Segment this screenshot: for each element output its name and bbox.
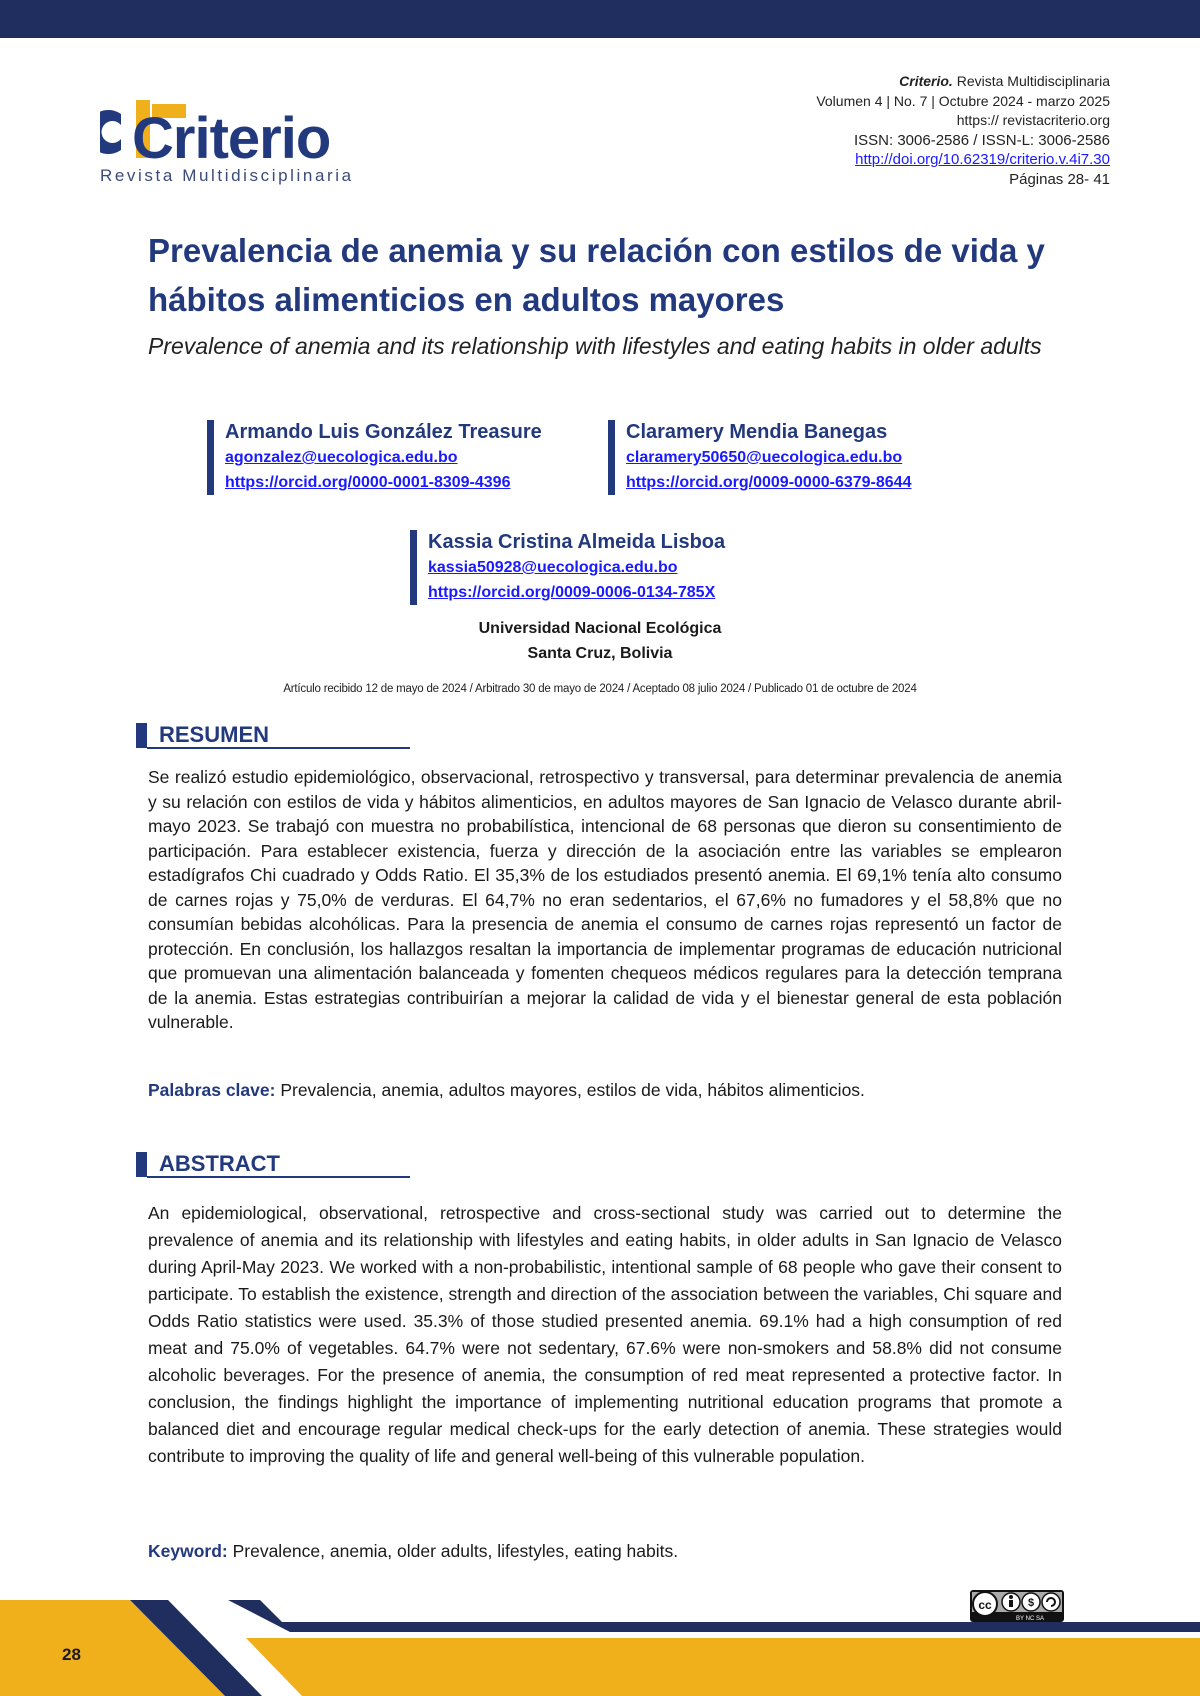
journal-name-line: [690, 72, 1110, 92]
heading-bar: [136, 723, 147, 748]
author-name: Claramery Mendia Banegas: [626, 421, 888, 443]
svg-text:$: $: [1027, 1597, 1035, 1609]
location: Santa Cruz, Bolivia: [527, 645, 673, 662]
logo-wordmark: Criterio: [132, 106, 331, 170]
journal-name: Criterio.: [899, 73, 953, 89]
doi-link[interactable]: http://doi.org/10.62319/criterio.v.4i7.30: [855, 151, 1110, 168]
abstract-keywords: [148, 1541, 1062, 1562]
article-subtitle: Prevalence of anemia and its relationship with lifestyles and eating habits in older adults: [148, 333, 1042, 359]
website: https:// revistacriterio.org: [956, 112, 1110, 128]
journal-meta: [690, 72, 1110, 189]
heading-bar: [136, 1152, 147, 1177]
heading-label: RESUMEN: [159, 722, 270, 747]
resumen-text: Se realizó estudio epidemiológico, observacional, retrospectivo y transversal, para determinar prevalencia de anemia y su relación con estilos de vida y hábitos alimenticios, en adultos mayores de San Ignacio de Velasco durante abril-mayo 2023. Se trabajó con muestra no probabilística, intencional de 68 personas que dieron su consentimiento de participación. Para establecer existencia, fuerza y dirección de la asociación entre las variables se emplearon estadígrafos Chi cuadrado y Odds Ratio. El 35,3% de los estudiados presentó anemia. El 69,1% tenía alto consumo de carnes rojas y 75,0% de verduras. El 64,7% no eran sedentarios, el 67,6% no fumadores y el 58,8% que no consumían bebidas alcohólicas. Para la presencia de anemia el consumo de carnes rojas representó un factor de protección. En conclusión, los hallazgos resaltan la importancia de implementar programas de educación nutricional que promuevan una alimentación balanceada y fomenten chequeos médicos regulares para la detección temprana de la anemia. Estas estrategias contribuirían a mejorar la calidad de vida y el bienestar general de esta población vulnerable.: [148, 767, 1062, 1032]
article-dates: Artículo recibido 12 de mayo de 2024 / Arbitrado 30 de mayo de 2024 / Aceptado 08 julio 2024 / Publicado 01 de octubre de 2024: [283, 683, 917, 695]
author-email-link[interactable]: kassia50928@uecologica.edu.bo: [428, 559, 678, 576]
author-email-link[interactable]: agonzalez@uecologica.edu.bo: [225, 449, 458, 466]
abstract-text: An epidemiological, observational, retrospective and cross-sectional study was carried out to determine the prevalence of anemia and its relationship with lifestyles and eating habits, in older adults in San Ignacio de Velasco during April-May 2023. We worked with a non-probabilistic, intentional sample of 68 people who gave their consent to participate. To establish the existence, strength and direction of the association between the variables, Chi square and Odds Ratio statistics were used. 35.3% of those studied presented anemia. 69.1% had a high consumption of red meat and 75.0% of vegetables. 64.7% were not sedentary, 67.6% were non-smokers and 58.8% did not consume alcoholic beverages. For the presence of anemia, the consumption of red meat represented a protective factor. In conclusion, the findings highlight the importance of implementing nutritional education programs that promote a balanced diet and encourage regular medical check-ups for the early detection of anemia. These strategies would contribute to improving the quality of life and general well-being of this vulnerable population.: [148, 1203, 1062, 1466]
journal-name-rest: Revista Multidisciplinaria: [952, 73, 1110, 89]
author-orcid-link[interactable]: https://orcid.org/0009-0006-0134-785X: [428, 584, 716, 601]
footer-decoration: [0, 1600, 1200, 1696]
page-number: 28: [62, 1645, 81, 1664]
keywords-label: Palabras clave:: [148, 1080, 276, 1100]
journal-logo: [100, 100, 380, 190]
resumen-keywords: [148, 1080, 1062, 1101]
keywords-list: Prevalencia, anemia, adultos mayores, estilos de vida, hábitos alimenticios.: [275, 1080, 865, 1100]
article-title: Prevalencia de anemia y su relación con estilos de vida y hábitos alimenticios en adultos mayores: [148, 232, 1045, 318]
heading-label: ABSTRACT: [159, 1151, 280, 1176]
author-card: [608, 420, 911, 495]
volume-line: Volumen 4 | No. 7 | Octubre 2024 - marzo 2025: [816, 92, 1110, 109]
author-orcid-link[interactable]: https://orcid.org/0000-0001-8309-4396: [225, 474, 511, 491]
author-card: [207, 420, 542, 495]
cc-license-text: BY NC SA: [1016, 1616, 1044, 1622]
author-name: Kassia Cristina Almeida Lisboa: [428, 531, 726, 553]
keywords-list: Prevalence, anemia, older adults, lifestyles, eating habits.: [227, 1541, 679, 1561]
logo-subtitle: Revista Multidisciplinaria: [100, 166, 354, 185]
issn: ISSN: 3006-2586 / ISSN-L: 3006-2586: [854, 131, 1110, 149]
keywords-label: Keyword:: [148, 1541, 228, 1561]
author-orcid-link[interactable]: https://orcid.org/0009-0000-6379-8644: [626, 474, 912, 491]
logo-graphic: [100, 100, 380, 170]
heading-underline: [147, 747, 410, 749]
abstract-heading: [136, 1151, 410, 1178]
author-card: [410, 530, 725, 605]
author-name: Armando Luis González Treasure: [225, 421, 542, 443]
author-email-link[interactable]: claramery50650@uecologica.edu.bo: [626, 449, 903, 466]
heading-underline: [147, 1176, 410, 1178]
resumen-heading: [136, 722, 410, 749]
institution: Universidad Nacional Ecológica: [478, 620, 722, 637]
pages: Páginas 28- 41: [1009, 170, 1110, 188]
affiliation: [380, 616, 820, 666]
svg-text:cc: cc: [978, 1598, 992, 1612]
top-header-bar: [0, 0, 1200, 38]
